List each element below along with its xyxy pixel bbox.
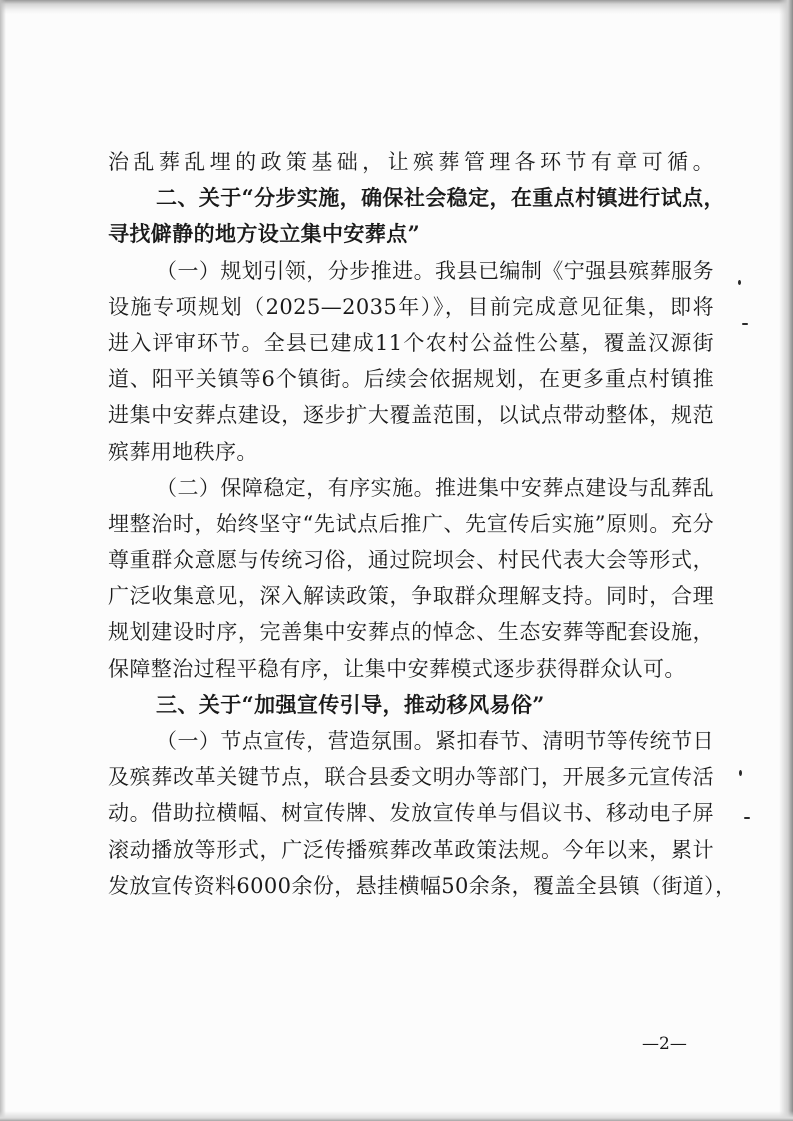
text-line: 滚动播放等形式，广泛传播殡葬改革政策法规。今年以来，累计: [108, 837, 714, 862]
text-line: （一）节点宣传，营造氛围。紧扣春节、清明节等传统节日: [156, 729, 714, 753]
text-line: 设施专项规划（2025—2035年）》，目前完成意见征集，即将: [108, 294, 714, 319]
text-line: 尊重群众意愿与传统习俗，通过院坝会、村民代表大会等形式，: [108, 548, 714, 573]
scan-speck: [739, 770, 742, 776]
text-line: 埋整治时，始终坚守“先试点后推广、先宣传后实施”原则。充分: [108, 511, 714, 536]
scan-edge-top: [0, 0, 793, 14]
section-heading: 二、关于“分步实施，确保社会稳定，在重点村镇进行试点，: [156, 185, 725, 211]
text-line: 广泛收集意见，深入解读政策，争取群众理解支持。同时，合理: [108, 584, 714, 609]
scan-edge-left: [0, 0, 6, 1121]
text-line: （二）保障稳定，有序实施。推进集中安葬点建设与乱葬乱: [156, 475, 714, 500]
scan-edge-right: [779, 0, 793, 1121]
scan-edge-bottom: [0, 1111, 793, 1121]
text-line: 及殡葬改革关键节点，联合县委文明办等部门，开展多元宣传活: [108, 765, 714, 790]
text-line: 治乱葬乱埋的政策基础，让殡葬管理各环节有章可循。: [108, 150, 714, 174]
scan-speck: [744, 817, 750, 819]
page-number: —2—: [642, 1034, 687, 1054]
text-line: 进入评审环节。全县已建成11个农村公益性公墓，覆盖汉源街: [108, 330, 714, 355]
text-line: 规划建设时序，完善集中安葬点的悼念、生态安葬等配套设施，: [108, 620, 714, 645]
document-body: [108, 144, 737, 904]
text-line: （一）规划引领，分步推进。我县已编制《宁强县殡葬服务: [156, 258, 714, 283]
scan-speck: [738, 280, 741, 285]
text-line: 道、阳平关镇等6个镇街。后续会依据规划，在更多重点村镇推: [108, 367, 714, 392]
text-line: 动。借助拉横幅、树宣传牌、发放宣传单与倡议书、移动电子屏: [108, 801, 714, 826]
text-line: 发放宣传资料6000余份，悬挂横幅50余条，覆盖全县镇（街道），: [108, 873, 737, 898]
text-line: 殡葬用地秩序。: [108, 439, 258, 464]
scan-speck: [742, 323, 748, 325]
text-line: 进集中安葬点建设，逐步扩大覆盖范围，以试点带动整体，规范: [108, 403, 714, 428]
section-heading-continued: 寻找僻静的地方设立集中安葬点”: [108, 221, 421, 247]
section-heading: 三、关于“加强宣传引导，推动移风易俗”: [156, 691, 545, 717]
text-line: 保障整治过程平稳有序，让集中安葬模式逐步获得群众认可。: [108, 656, 686, 681]
